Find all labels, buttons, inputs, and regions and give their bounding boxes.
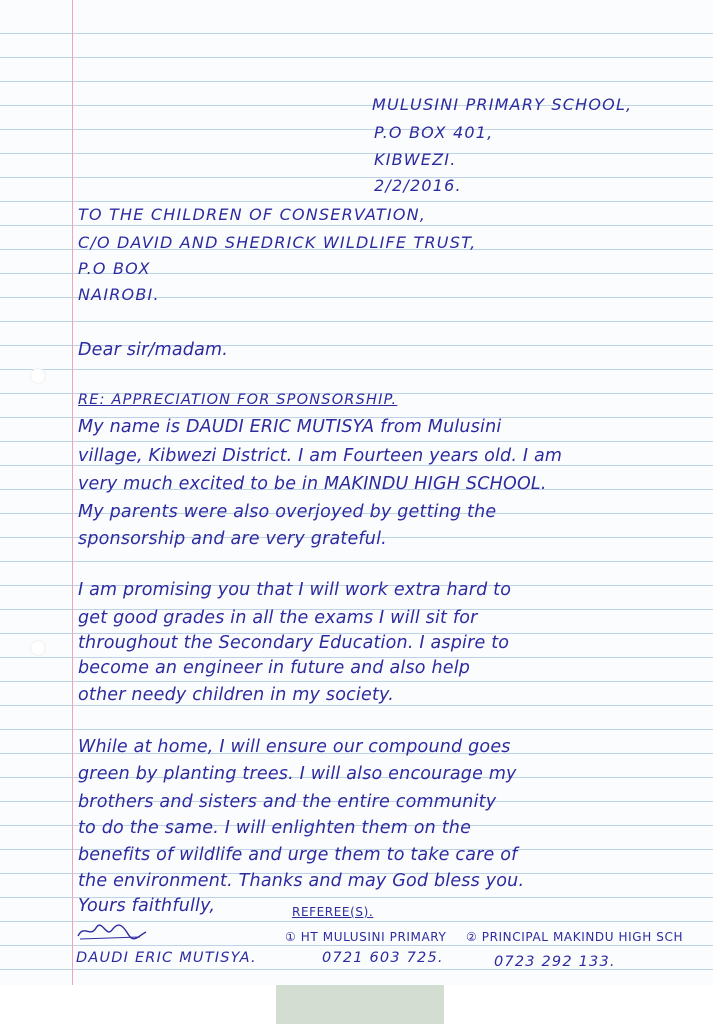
address-town: KIBWEZI.: [374, 150, 457, 169]
paragraph2-line: other needy children in my society.: [78, 685, 394, 705]
signature-scribble: [76, 920, 156, 942]
address-school: MULUSINI PRIMARY SCHOOL,: [372, 95, 633, 114]
closing: Yours faithfully,: [78, 896, 216, 916]
referee-heading: REFEREE(S).: [292, 905, 374, 919]
paragraph1-line: village, Kibwezi District. I am Fourteen years old. I am: [78, 446, 563, 466]
address-date: 2/2/2016.: [374, 176, 462, 195]
stamp-fragment: [276, 985, 444, 1024]
paragraph2-line: get good grades in all the exams I will sit for: [78, 608, 478, 628]
margin-line: [72, 0, 73, 985]
recipient-line1: TO THE CHILDREN OF CONSERVATION,: [78, 205, 427, 224]
recipient-line4: NAIROBI.: [78, 285, 160, 304]
paragraph2-line: I am promising you that I will work extra hard to: [78, 580, 512, 600]
address-box: P.O BOX 401,: [374, 123, 494, 142]
recipient-line2: C/O DAVID AND SHEDRICK WILDLIFE TRUST,: [78, 233, 477, 252]
referee1: ① HT MULUSINI PRIMARY: [285, 930, 447, 944]
paragraph1-line: very much excited to be in MAKINDU HIGH SCHOOL.: [78, 474, 547, 494]
paragraph1-line: My parents were also overjoyed by getting the: [78, 502, 497, 522]
paragraph1-line: My name is DAUDI ERIC MUTISYA from Mulusini: [78, 417, 502, 437]
paragraph3-line: brothers and sisters and the entire community: [78, 792, 497, 812]
paragraph3-line: green by planting trees. I will also encourage my: [78, 764, 517, 784]
signature-name: DAUDI ERIC MUTISYA.: [76, 950, 257, 966]
paragraph3-line: the environment. Thanks and may God bless you.: [78, 871, 525, 891]
punch-hole: [30, 368, 46, 384]
paragraph1-line: sponsorship and are very grateful.: [78, 529, 387, 549]
referee2-phone: 0723 292 133.: [494, 954, 616, 970]
paragraph2-line: become an engineer in future and also help: [78, 658, 471, 678]
punch-hole: [30, 640, 46, 656]
referee1-phone: 0721 603 725.: [322, 950, 444, 966]
recipient-line3: P.O BOX: [78, 259, 151, 278]
paragraph2-line: throughout the Secondary Education. I aspire to: [78, 633, 510, 653]
paragraph3-line: While at home, I will ensure our compound goes: [78, 737, 511, 757]
subject-line: RE: APPRECIATION FOR SPONSORSHIP.: [78, 392, 398, 408]
salutation: Dear sir/madam.: [78, 340, 229, 360]
paragraph3-line: benefits of wildlife and urge them to take care of: [78, 845, 518, 865]
referee2: ② PRINCIPAL MAKINDU HIGH SCH: [466, 930, 684, 944]
paragraph3-line: to do the same. I will enlighten them on the: [78, 818, 472, 838]
